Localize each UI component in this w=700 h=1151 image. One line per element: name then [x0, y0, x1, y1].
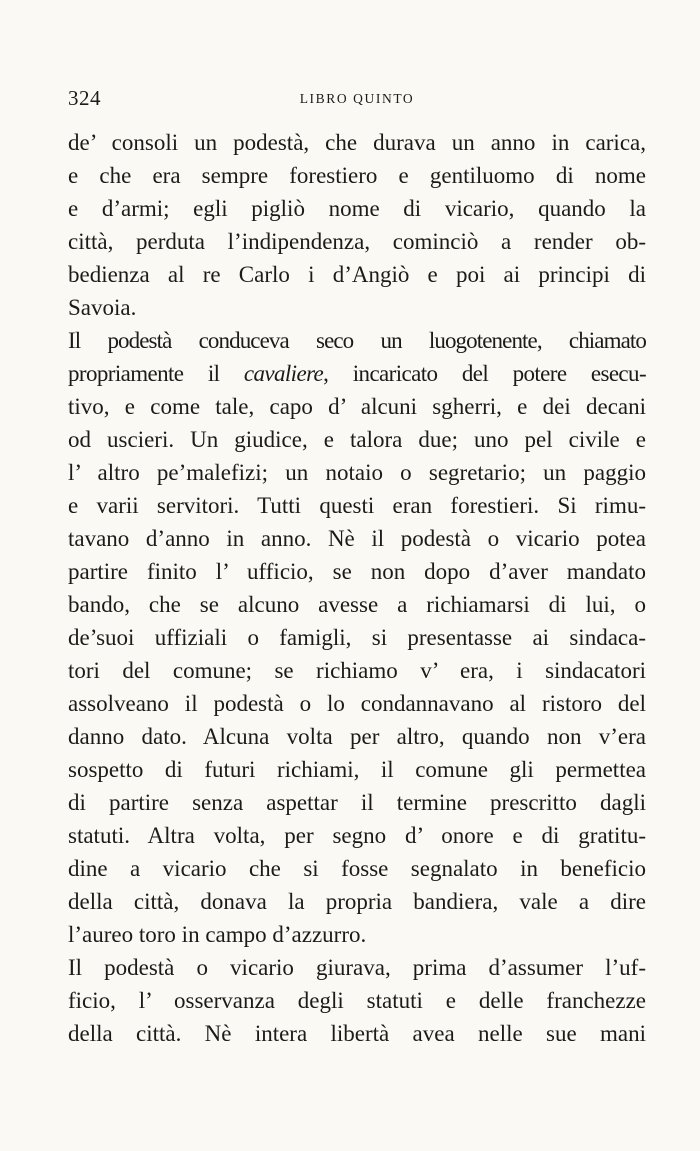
text-line: partire finito l’ ufficio, se non dopo d’aver mandato — [68, 559, 646, 584]
text-line: danno dato. Alcuna volta per altro, quando non v’era — [68, 724, 646, 749]
text-line: assolveano il podestà o lo condannavano al ristoro del — [68, 691, 646, 716]
paragraph-3 — [68, 951, 646, 1050]
text-line: e d’armi; egli pigliò nome di vicario, quando la — [68, 196, 646, 221]
running-head — [68, 86, 646, 120]
text-line: della città, donava la propria bandiera, vale a dire — [68, 889, 646, 914]
book-page — [68, 86, 646, 1050]
text-line: sospetto di futuri richiami, il comune gli permettea — [68, 757, 646, 782]
running-title: LIBRO QUINTO — [299, 91, 415, 106]
text-fragment: , incaricato del potere esecu- — [323, 361, 647, 386]
text-line: di partire senza aspettar il termine prescritto dagli — [68, 790, 646, 815]
text-line: de’suoi uffiziali o famigli, si presentasse ai sindaca- — [68, 625, 646, 650]
text-line — [68, 357, 646, 390]
body-text — [68, 126, 646, 1050]
text-line: e varii servitori. Tutti questi eran forestieri. Si rimu- — [68, 493, 646, 518]
text-line: de’ consoli un podestà, che durava un anno in carica, — [68, 130, 646, 155]
text-line: od uscieri. Un giudice, e talora due; uno pel civile e — [68, 427, 646, 452]
text-line: ficio, l’ osservanza degli statuti e delle franchezze — [68, 988, 646, 1013]
paragraph-1 — [68, 126, 646, 324]
text-line: statuti. Altra volta, per segno d’ onore e di gratitu- — [68, 823, 646, 848]
paragraph-2 — [68, 324, 646, 951]
text-line: e che era sempre forestiero e gentiluomo di nome — [68, 163, 646, 188]
text-line: città, perduta l’indipendenza, cominciò a render ob- — [68, 229, 646, 254]
text-line: tavano d’anno in anno. Nè il podestà o vicario potea — [68, 526, 646, 551]
text-line: l’ altro pe’malefizi; un notaio o segretario; un paggio — [68, 460, 646, 485]
text-line: Il podestà o vicario giurava, prima d’assumer l’uf- — [68, 955, 646, 980]
text-line: bedienza al re Carlo i d’Angiò e poi ai principi di — [68, 262, 646, 287]
text-line: bando, che se alcuno avesse a richiamarsi di lui, o — [68, 592, 646, 617]
text-line: della città. Nè intera libertà avea nelle sue mani — [68, 1021, 646, 1046]
text-fragment: propriamente il — [68, 361, 244, 386]
italic-term: cavaliere — [243, 361, 324, 386]
text-line: l’aureo toro in campo d’azzurro. — [68, 922, 367, 947]
text-line: Savoia. — [68, 295, 137, 320]
text-line: dine a vicario che si fosse segnalato in beneficio — [68, 856, 646, 881]
text-line: tori del comune; se richiamo v’ era, i sindacatori — [68, 658, 646, 683]
text-line: tivo, e come tale, capo d’ alcuni sgherri, e dei decani — [68, 394, 646, 419]
page-number: 324 — [68, 86, 101, 110]
text-line: Il podestà conduceva seco un luogotenente, chiamato — [68, 328, 646, 353]
